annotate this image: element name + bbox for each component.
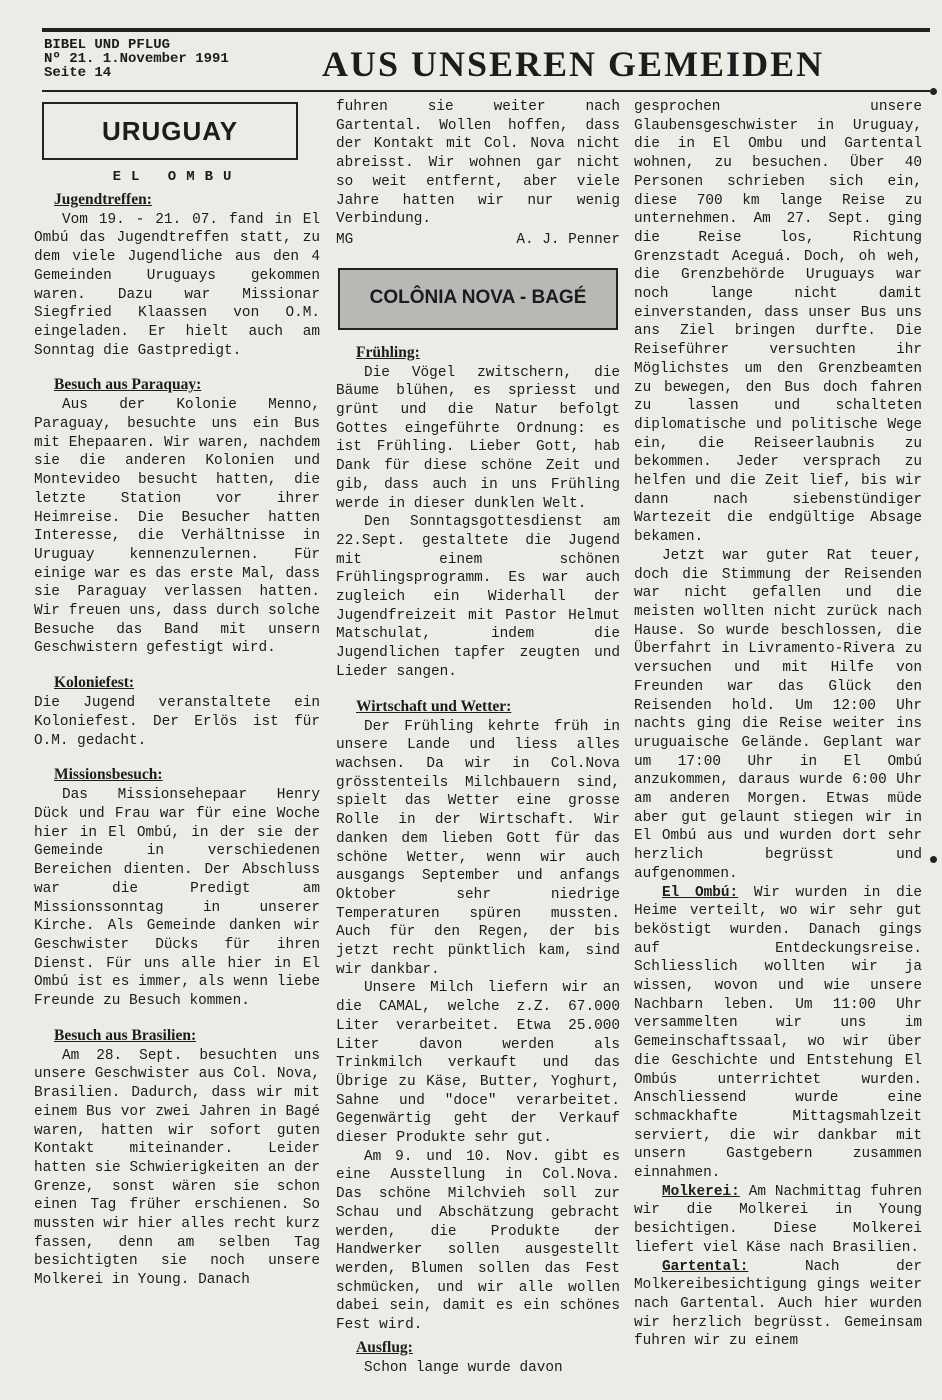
place-subheading: EL OMBU	[112, 169, 242, 185]
column-3	[634, 98, 922, 1393]
inline-heading-gartental: Gartental:	[662, 1258, 749, 1275]
uruguay-heading: URUGUAY	[101, 115, 239, 146]
paragraph-el-ombu	[634, 884, 922, 1183]
paragraph-brasilien: Am 28. Sept. besuchten uns unsere Geschwister aus Col. Nova, Brasilien. Dadurch, dass wir mit einem Bus vor zwei Jahren in Bagé waren, hatten wir sofort guten Kontakt miteinander. Leider hatten sie Schwierigkeiten an der Grenze, sonst wären sie schon einen Tag früher erschienen. So mussten wir hier alles recht kurz fassen, denn am selben Tag besichtigten sie noch unsere Molkerei in Young. Danach	[34, 1047, 320, 1289]
paragraph-brasilien-continued: fuhren sie weiter nach Gartental. Wollen hoffen, dass der Kontakt mit Col. Nova nicht abreisst. Wir wohnen gar nicht so weit entfernt, aber viele Jahre hatten wir nur wenig Verbindung.	[336, 99, 620, 228]
paragraph-wirtschaft-1: Der Frühling kehrte früh in unsere Lande und liess alles wachsen. Da wir in Col.Nova grösstenteils Milchbauern sind, spielt das Wetter eine grosse Rolle in der Wirtschaft. Wir danken dem lieben Gott für das schöne Wetter, wenn wir auch ausgangs September und anfangs Oktober sehr niedrige Temperaturen spüren mussten. Auch für den Regen, der bis jetzt recht pünktlich kam, sind wir dankbar.	[336, 718, 620, 978]
paragraph-jugendtreffen: Vom 19. - 21. 07. fand in El Ombú das Jugendtreffen statt, zu dem viele Jugendliche aus den 4 Gemeinden Uruguays gekommen waren. Dazu war Missionar Siegfried Klaassen von O.M. eingeladen. Er hielt auch am Sonntag die Gastpredigt.	[34, 211, 320, 359]
paragraph-molkerei	[634, 1183, 922, 1258]
colonia-heading: COLÔNIA NOVA - BAGÉ	[369, 287, 587, 309]
paragraph-wirtschaft-3: Am 9. und 10. Nov. gibt es eine Ausstellung in Col.Nova. Das schöne Milchvieh soll zur Schau und Abschätzung gebracht werden, die Produkte der Handwerker sollen ausgestellt werden, Blumen sollen das Fest schmücken, und wir alle wollen dabei sein, damit es ein schönes Fest wird.	[336, 1148, 620, 1334]
publication-name: BIBEL UND PFLUG	[44, 37, 171, 53]
paragraph-koloniefest: Die Jugend veranstaltete ein Koloniefest. Der Erlös ist für O.M. gedacht.	[34, 695, 320, 749]
paragraph-gartental	[634, 1258, 922, 1352]
paragraph-fruehling-1: Die Vögel zwitschern, die Bäume blühen, es spriesst und grünt und die Natur befolgt Gottes eingeführte Ordnung: es ist Frühling. Lieber Gott, hab Dank für diese schöne Zeit und gib, dass auch in uns Frühling werde in dieser dunklen Welt.	[336, 364, 620, 512]
binder-hole-mark	[930, 88, 937, 95]
paragraph-ausflug-2: Jetzt war guter Rat teuer, doch die Stimmung der Reisenden war nicht gefallen und die meisten wollten nicht zurück nach Hause. So wurde beschlossen, die Überfahrt in Livramento-Rivera zu versuchen und mit Hilfe von Freunden war das Glück den Reisenden hold. Um 12:00 Uhr nachts ging die Reise weiter ins uruguaische Gelände. Geplant war um 17:00 Uhr in El Ombú anzukommen, daraus wurde 6:00 Uhr am anderen Morgen. Etwas müde aber gut gelaunt stiegen wir in El Ombú aus und wurden dort sehr herzlich begrüsst und aufgenommen.	[634, 547, 922, 882]
signature-line	[336, 231, 620, 250]
text-molkerei: Am Nachmittag fuhren wir die Molkerei in Young besichtigen. Diese Molkerei liefert viel Käse nach Brasilien.	[634, 1183, 922, 1256]
page-number: Seite 14	[44, 65, 112, 81]
section-heading-paraguay: Besuch aus Paraquay:	[54, 376, 202, 394]
masthead-bottom-rule	[42, 90, 930, 92]
page-title: AUS UNSEREN GEMEIDEN	[322, 44, 825, 84]
inline-heading-molkerei: Molkerei:	[662, 1183, 740, 1200]
masthead-top-rule	[42, 28, 930, 32]
column-2	[336, 98, 620, 1393]
section-heading-jugendtreffen: Jugendtreffen:	[54, 190, 152, 208]
uruguay-heading-box	[42, 102, 298, 160]
section-heading-brasilien: Besuch aus Brasilien:	[54, 1026, 197, 1044]
signature-author: A. J. Penner	[516, 231, 620, 248]
paragraph-ausflug-start: Schon lange wurde davon	[364, 1359, 563, 1376]
section-heading-fruehling: Frühling:	[356, 343, 420, 361]
colonia-heading-box	[338, 268, 618, 330]
masthead-meta	[44, 38, 324, 80]
paragraph-missionsbesuch: Das Missionsehepaar Henry Dück und Frau war für eine Woche hier in El Ombú, in der sie der Gemeinde in verschiedenen Bereichen dienten. Der Abschluss war die Predigt am Missionssonntag in unserer Kirche. Als Gemeinde danken wir Geschwister Dücks für ihren Dienst. Für uns alle hier in El Ombú ist es immer, als wenn liebe Freunde zu Besuch kommen.	[34, 787, 320, 1010]
paragraph-ausflug-continued: gesprochen unsere Glaubensgeschwister in Uruguay, die in El Ombu und Gartental wohnen, zu besuchen. Über 40 Personen schrieben sich ein, diese 700 km lange Reise zu unternehmen. Am 27. Sept. ging die Reise los, Richtung Grenzstadt Aceguá. Doch, oh weh, die Grenzbehörde Uruguays war noch lange nicht damit einverstanden, dass unser Bus uns ans Ziel bringen durfte. Die Reiseführer versuchten ihr Möglichstes um den Grenzbeamten zu bewegen, den Bus doch fahren zu lassen und schalteten diplomatische und politische Wege ein, die Reiseerlaubnis zu bekommen. Jeder versprach zu helfen und die Zeit lief, bis wir dann nach siebenstündiger Wartezeit die endgültige Absage bekamen.	[634, 99, 922, 546]
column-1	[34, 98, 320, 1393]
paragraph-wirtschaft-2: Unsere Milch liefern wir an die CAMAL, welche z.Z. 67.000 Liter verarbeitet. Etwa 25.000 Liter davon werden als Trinkmilch verkauft und das Übrige zu Käse, Butter, Yoghurt, Sahne und "doce" verarbeitet. Gegenwärtig geht der Verkauf dieser Produkte sehr gut.	[336, 980, 620, 1147]
issue-line: Nº 21. 1.November 1991	[44, 51, 229, 67]
signature-initials: MG	[336, 231, 354, 248]
paragraph-fruehling-2: Den Sonntagsgottesdienst am 22.Sept. gestaltete die Jugend mit einem schönen Frühlingsprogramm. Es war auch zugleich ein Widerhall der Jugendfreizeit mit Pastor Helmut Matschulat, indem die Jugendlichen tapfer zeugten und Lieder sangen.	[336, 514, 620, 680]
binder-hole-mark	[930, 856, 937, 863]
section-heading-koloniefest: Koloniefest:	[54, 674, 135, 692]
paragraph-paraguay: Aus der Kolonie Menno, Paraguay, besuchte uns ein Bus mit Ehepaaren. Wir waren, nachdem sie die anderen Kolonien und Montevideo besucht hatten, die letzte Station vor ihrer Heimreise. Die Besucher hatten Interesse, die Verhältnisse in Uruguay kennenzulernen. Für einige war es das erste Mal, dass sie Paraguay verlassen hatten. Wir freuen uns, dass durch solche Besuche das Band mit unsern Geschwistern gefestigt wird.	[34, 397, 320, 657]
section-heading-wirtschaft: Wirtschaft und Wetter:	[356, 697, 512, 715]
section-heading-missionsbesuch: Missionsbesuch:	[54, 766, 163, 784]
text-el-ombu: Wir wurden in die Heime verteilt, wo wir sehr gut beköstigt wurden. Danach gings auf Entdeckungsreise. Schliesslich wollten wir ja wissen, wovon und wie unsere Nachbarn leben. Um 11:00 Uhr versammelten wir uns im Gemeinschaftssaal, wo wir über die Geschichte und Entstehung El Ombús unterrichtet wurden. Anschliessend wurde eine schmackhafte Mittagsmahlzeit serviert, die wir dankbar mit unsern Gastgebern zusammen einnahmen.	[634, 884, 922, 1182]
inline-heading-el-ombu: El Ombú:	[662, 884, 739, 901]
section-heading-ausflug: Ausflug:	[356, 1338, 413, 1356]
text-gartental: Nach der Molkereibesichtigung gings weiter nach Gartental. Auch hier wurden wir herzlich begrüsst. Gemeinsam fuhren wir zu einem	[634, 1258, 922, 1350]
